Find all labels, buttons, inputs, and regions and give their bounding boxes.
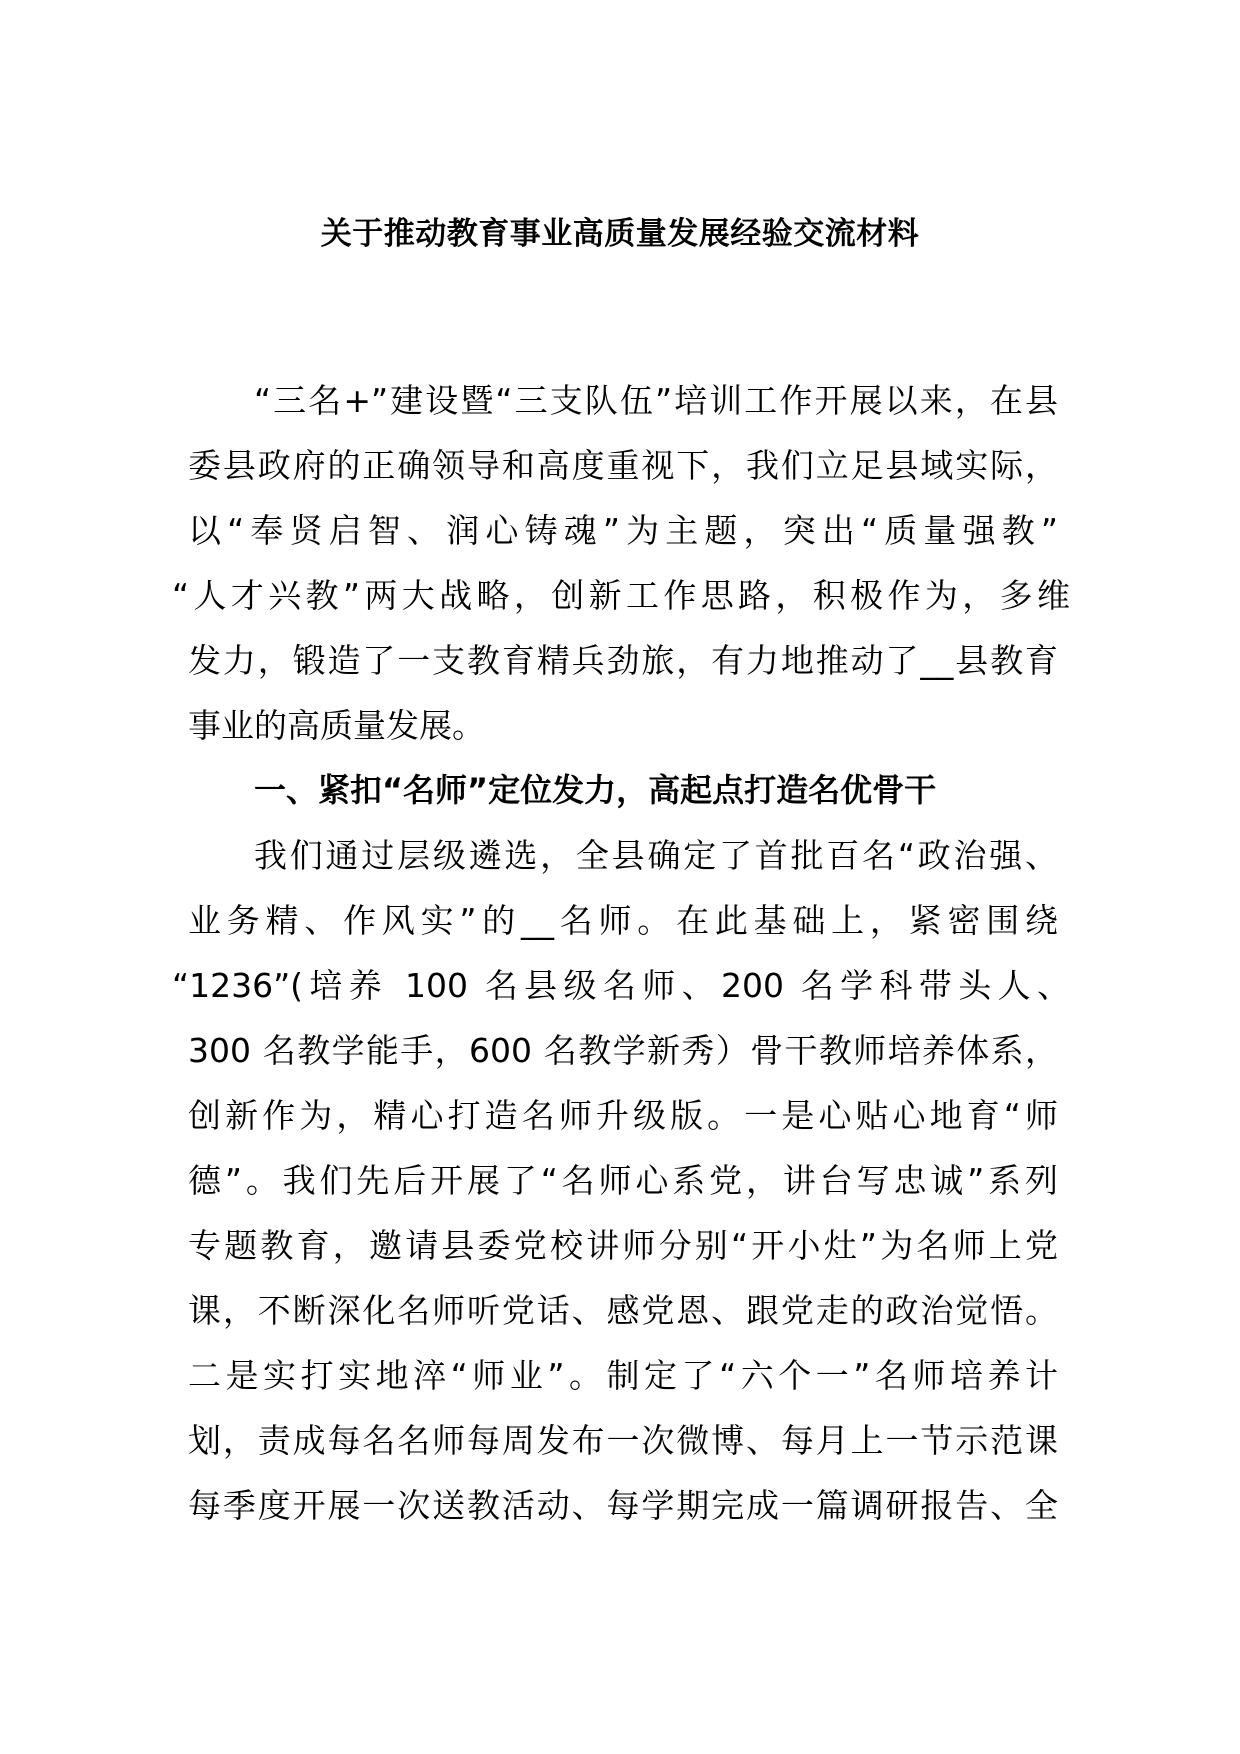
paragraph-line: “人才兴教”两大战略，创新工作思路，积极作为，多维 (172, 576, 1070, 615)
section-heading: 一、紧扣“名师”定位发力，高起点打造名优骨干 (254, 771, 937, 809)
paragraph-line: 划，责成每名名师每周发布一次微博、每月上一节示范课 (188, 1421, 1058, 1460)
document-body (172, 368, 1070, 1538)
paragraph-line: 创新作为，精心打造名师升级版。一是心贴心地育“师 (188, 1096, 1058, 1135)
paragraph-line: “1236”(培养 100 名县级名师、200 名学科带头人、 (172, 966, 1070, 1005)
paragraph-line: 德”。我们先后开展了“名师心系党，讲台写忠诚”系列 (188, 1161, 1058, 1200)
paragraph-line: 我们通过层级遴选，全县确定了首批百名“政治强、 (254, 836, 1058, 875)
paragraph-line: 发力，锻造了一支教育精兵劲旅，有力地推动了__县教育 (188, 641, 1058, 680)
paragraph-line: “三名+”建设暨“三支队伍”培训工作开展以来，在县 (254, 381, 1058, 420)
paragraph-line: 委县政府的正确领导和高度重视下，我们立足县域实际， (188, 446, 1058, 485)
paragraph-line: 课，不断深化名师听党话、感党恩、跟党走的政治觉悟。 (188, 1291, 1058, 1330)
paragraph-line: 300 名教学能手，600 名教学新秀）骨干教师培养体系， (188, 1031, 1058, 1070)
paragraph-line: 二是实打实地淬“师业”。制定了“六个一”名师培养计 (188, 1356, 1058, 1395)
paragraph-line: 以“奉贤启智、润心铸魂”为主题，突出“质量强教” (188, 511, 1058, 550)
paragraph-line: 每季度开展一次送教活动、每学期完成一篇调研报告、全 (188, 1486, 1058, 1525)
paragraph-line: 业务精、作风实”的__名师。在此基础上，紧密围绕 (188, 901, 1058, 940)
paragraph-line: 事业的高质量发展。 (188, 706, 485, 745)
paragraph-line: 专题教育，邀请县委党校讲师分别“开小灶”为名师上党 (188, 1226, 1058, 1265)
document-title: 关于推动教育事业高质量发展经验交流材料 (320, 216, 920, 252)
